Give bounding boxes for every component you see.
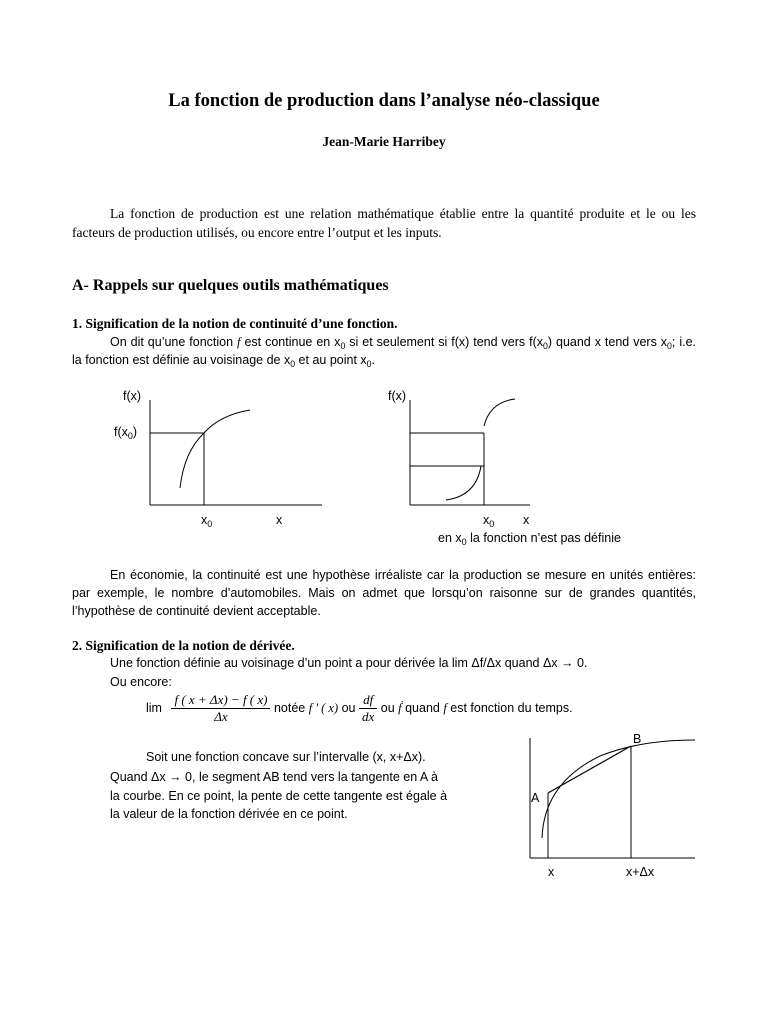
derivative-definition: Une fonction définie au voisinage d’un point a pour dérivée la lim Δf/Δx quand Δx → 0. [110,656,588,670]
y0-label: $f(x_0)$ [114,425,138,441]
author: Jean-Marie Harribey [322,134,446,149]
concave-function-line1: Soit une fonction concave sur l’intervalle (x, x+Δx). [146,750,426,764]
continuous-function-graph [100,380,330,532]
concave-function-line3: la courbe. En ce point, la pente de cette tangente est égale à [110,789,448,803]
subsection-2-heading: 2. Signification de la notion de dérivée. [72,638,295,653]
function-curve [180,410,250,488]
graph-caption: en $x_0$ la fonction n’est pas définie [438,531,621,547]
point-b-label: B [633,732,642,746]
concave-function-line4: la valeur de la fonction dérivée en ce point. [110,807,348,821]
y-axis-label: f(x) [388,389,407,403]
or-again-label: Ou encore: [110,675,172,689]
x-axis-label: x [276,513,283,527]
page-title: La fonction de production dans l’analyse néo-classique [168,91,600,111]
continuity-definition: On dit qu’une fonction f est continue en $x_0$ si et seulement si f(x) tend vers $f(x_0)$ quand x tend vers $x_0$; i.e. la fonction est définie au voisinage de $x_0$ et au point $x_0$. [72,335,697,369]
x-plus-dx-label: x+Δx [626,865,655,879]
point-a-label: A [531,791,540,805]
discontinuous-function-graph [380,380,670,555]
x0-label: $x_0$ [201,513,213,529]
derivative-graph [520,728,730,888]
x0-label: $x_0$ [483,513,495,529]
left-curve-branch [446,466,481,500]
concave-curve [542,740,695,838]
concave-function-line2: Quand Δx → 0, le segment AB tend vers la tangente en A à [110,770,439,784]
intro-paragraph: La fonction de production est une relation mathématique établie entre la quantité produite et le ou les facteurs de production utilisés, ou encore entre l’output et les inputs. [72,206,696,240]
subsection-1-heading: 1. Signification de la notion de continuité d’une fonction. [72,316,398,331]
y-axis-label: f(x) [123,389,142,403]
economy-continuity-paragraph: En économie, la continuité est une hypothèse irréaliste car la production se mesure en unités entières: par exemple, le nombre d’automobiles. Mais on admet que lorsqu’on raisonne sur de grandes quantités, l’hypothèse de continuité devient acceptable. [72,568,696,618]
right-curve-branch [484,399,515,426]
derivative-formula: lim $\frac{f ( x + \Delta x) - f ( x)}{\Delta x}$ notée f ' ( x) ou $\frac{df}{dx}$ ou ḟ quand f est fonction du temps. [146,692,573,724]
section-a-heading: A- Rappels sur quelques outils mathématiques [72,277,389,294]
x-label: x [548,865,555,879]
x-axis-label: x [523,513,530,527]
